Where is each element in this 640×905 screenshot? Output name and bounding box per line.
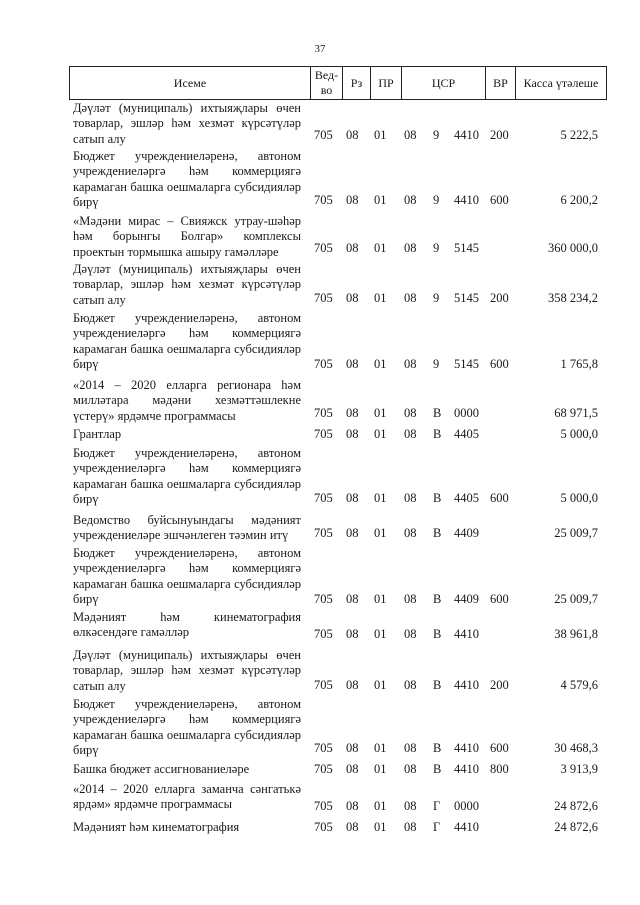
header-vr: ВР: [486, 67, 516, 99]
row-c3: 4410: [454, 820, 479, 834]
row-pr: 01: [374, 491, 387, 505]
row-rz: 08: [346, 820, 359, 834]
row-sum: 5 000,0: [560, 427, 598, 441]
row-name: Бюджет учреждениеләренә, автоном учреждениеләргә һәм коммерциягә карамаган башка оешмаларга субсидияләр бирү: [73, 311, 301, 372]
row-name: Бюджет учреждениеләренә, автоном учреждениеләргә һәм коммерциягә карамаган башка оешмаларга субсидияләр бирү: [73, 446, 301, 507]
row-c2: В: [433, 678, 442, 692]
row-pr: 01: [374, 406, 387, 420]
header-csr: ЦСР: [402, 67, 486, 99]
row-vr: 600: [490, 491, 509, 505]
row-pr: 01: [374, 357, 387, 371]
row-c1: 08: [404, 762, 417, 776]
row-c1: 08: [404, 128, 417, 142]
row-vr: 600: [490, 357, 509, 371]
row-ved: 705: [314, 762, 333, 776]
row-name: Башка бюджет ассигнованиеләре: [73, 762, 250, 776]
row-c2: В: [433, 491, 442, 505]
row-c3: 4410: [454, 193, 479, 207]
row-c2: 9: [433, 357, 440, 371]
row-name: Грантлар: [73, 427, 122, 441]
row-ved: 705: [314, 128, 333, 142]
row-pr: 01: [374, 291, 387, 305]
row-c2: В: [433, 627, 442, 641]
row-pr: 01: [374, 799, 387, 813]
row-ved: 705: [314, 799, 333, 813]
row-name: Бюджет учреждениеләренә, автоном учреждениеләргә һәм коммерциягә карамаган башка оешмаларга субсидияләр бирү: [73, 697, 301, 758]
row-name: «2014 – 2020 елларга заманча сәнгатькә ярдәм» ярдәмче программасы: [73, 782, 301, 812]
row-sum: 1 765,8: [560, 357, 598, 371]
row-c1: 08: [404, 406, 417, 420]
row-sum: 30 468,3: [554, 741, 598, 755]
row-c2: 9: [433, 291, 440, 305]
row-rz: 08: [346, 193, 359, 207]
row-rz: 08: [346, 627, 359, 641]
header-ved: Вед-во: [311, 67, 343, 99]
row-ved: 705: [314, 241, 333, 255]
row-rz: 08: [346, 678, 359, 692]
row-c1: 08: [404, 678, 417, 692]
row-vr: 200: [490, 678, 509, 692]
row-c3: 5145: [454, 357, 479, 371]
row-c2: 9: [433, 128, 440, 142]
header-sum: Касса үтәлеше: [523, 75, 599, 90]
row-c3: 4405: [454, 491, 479, 505]
row-vr: 800: [490, 762, 509, 776]
row-rz: 08: [346, 526, 359, 540]
row-ved: 705: [314, 820, 333, 834]
row-c3: 4410: [454, 741, 479, 755]
row-c2: 9: [433, 193, 440, 207]
row-ved: 705: [314, 526, 333, 540]
row-sum: 3 913,9: [560, 762, 598, 776]
row-c3: 4410: [454, 678, 479, 692]
row-c2: 9: [433, 241, 440, 255]
row-c1: 08: [404, 427, 417, 441]
row-sum: 358 234,2: [548, 291, 598, 305]
table-header: [69, 66, 607, 100]
row-name: Дәүләт (муниципаль) ихтыяҗлары өчен товарлар, эшләр һәм хезмәт күрсәтүләр сатып алу: [73, 262, 301, 307]
row-vr: 600: [490, 592, 509, 606]
row-rz: 08: [346, 427, 359, 441]
row-sum: 4 579,6: [560, 678, 598, 692]
row-c2: В: [433, 526, 442, 540]
row-rz: 08: [346, 128, 359, 142]
row-c3: 4410: [454, 128, 479, 142]
row-c1: 08: [404, 193, 417, 207]
row-c2: В: [433, 741, 442, 755]
row-sum: 25 009,7: [554, 526, 598, 540]
row-c3: 4410: [454, 762, 479, 776]
row-pr: 01: [374, 128, 387, 142]
row-c1: 08: [404, 291, 417, 305]
row-sum: 25 009,7: [554, 592, 598, 606]
row-rz: 08: [346, 357, 359, 371]
row-ved: 705: [314, 627, 333, 641]
row-c1: 08: [404, 820, 417, 834]
row-c1: 08: [404, 526, 417, 540]
row-ved: 705: [314, 491, 333, 505]
row-c3: 4409: [454, 592, 479, 606]
row-ved: 705: [314, 427, 333, 441]
row-rz: 08: [346, 762, 359, 776]
row-name: «2014 – 2020 елларга регионара һәм милләтара мәдәни хезмәттәшлекне үстерү» ярдәмче программасы: [73, 378, 301, 423]
header-name: Исеме: [70, 67, 311, 99]
row-c3: 5145: [454, 291, 479, 305]
row-name: Бюджет учреждениеләренә, автоном учреждениеләргә һәм коммерциягә карамаган башка оешмаларга субсидияләр бирү: [73, 149, 301, 210]
row-rz: 08: [346, 799, 359, 813]
row-sum: 5 000,0: [560, 491, 598, 505]
row-pr: 01: [374, 241, 387, 255]
row-pr: 01: [374, 678, 387, 692]
row-c3: 5145: [454, 241, 479, 255]
row-name: «Мәдәни мирас – Свияжск утрау-шәһәр һәм борынгы Болгар» комплексы проектын тормышка ашыру гамәлләре: [73, 214, 301, 259]
row-c1: 08: [404, 799, 417, 813]
row-vr: 200: [490, 291, 509, 305]
row-c1: 08: [404, 357, 417, 371]
row-c3: 4409: [454, 526, 479, 540]
row-c2: В: [433, 406, 442, 420]
row-c1: 08: [404, 491, 417, 505]
row-name: Дәүләт (муниципаль) ихтыяҗлары өчен товарлар, эшләр һәм хезмәт күрсәтүләр сатып алу: [73, 648, 301, 693]
row-name: Бюджет учреждениеләренә, автоном учреждениеләргә һәм коммерциягә карамаган башка оешмаларга субсидияләр бирү: [73, 546, 301, 607]
row-rz: 08: [346, 491, 359, 505]
row-sum: 360 000,0: [548, 241, 598, 255]
row-c1: 08: [404, 592, 417, 606]
row-ved: 705: [314, 291, 333, 305]
row-sum: 24 872,6: [554, 820, 598, 834]
row-c3: 0000: [454, 406, 479, 420]
row-pr: 01: [374, 741, 387, 755]
row-rz: 08: [346, 241, 359, 255]
row-rz: 08: [346, 741, 359, 755]
row-ved: 705: [314, 193, 333, 207]
header-rz: Рз: [343, 67, 371, 99]
row-sum: 68 971,5: [554, 406, 598, 420]
row-ved: 705: [314, 678, 333, 692]
row-pr: 01: [374, 427, 387, 441]
row-vr: 200: [490, 128, 509, 142]
row-pr: 01: [374, 592, 387, 606]
row-c3: 4405: [454, 427, 479, 441]
row-ved: 705: [314, 592, 333, 606]
row-vr: 600: [490, 741, 509, 755]
page-number: 37: [314, 43, 326, 55]
row-c2: В: [433, 592, 442, 606]
header-pr: ПР: [371, 67, 402, 99]
row-c2: В: [433, 427, 442, 441]
row-c1: 08: [404, 741, 417, 755]
row-c3: 0000: [454, 799, 479, 813]
row-ved: 705: [314, 357, 333, 371]
row-pr: 01: [374, 820, 387, 834]
row-rz: 08: [346, 592, 359, 606]
row-pr: 01: [374, 193, 387, 207]
row-sum: 24 872,6: [554, 799, 598, 813]
row-c2: В: [433, 762, 442, 776]
row-name: Мәдәният һәм кинематография: [73, 820, 240, 834]
row-pr: 01: [374, 526, 387, 540]
row-name: Ведомство буйсынуындагы мәдәният учреждениеләре эшчәнлеген тәэмин итү: [73, 513, 301, 543]
row-ved: 705: [314, 406, 333, 420]
row-rz: 08: [346, 406, 359, 420]
row-c2: Г: [433, 820, 441, 834]
row-ved: 705: [314, 741, 333, 755]
row-c2: Г: [433, 799, 441, 813]
row-vr: 600: [490, 193, 509, 207]
row-rz: 08: [346, 291, 359, 305]
row-c3: 4410: [454, 627, 479, 641]
row-name: Мәдәният һәм кинематография өлкәсендәге гамәлләр: [73, 610, 301, 640]
row-sum: 5 222,5: [560, 128, 598, 142]
row-name: Дәүләт (муниципаль) ихтыяҗлары өчен товарлар, эшләр һәм хезмәт күрсәтүләр сатып алу: [73, 101, 301, 146]
row-c1: 08: [404, 627, 417, 641]
row-pr: 01: [374, 762, 387, 776]
row-sum: 38 961,8: [554, 627, 598, 641]
row-sum: 6 200,2: [560, 193, 598, 207]
row-pr: 01: [374, 627, 387, 641]
row-c1: 08: [404, 241, 417, 255]
